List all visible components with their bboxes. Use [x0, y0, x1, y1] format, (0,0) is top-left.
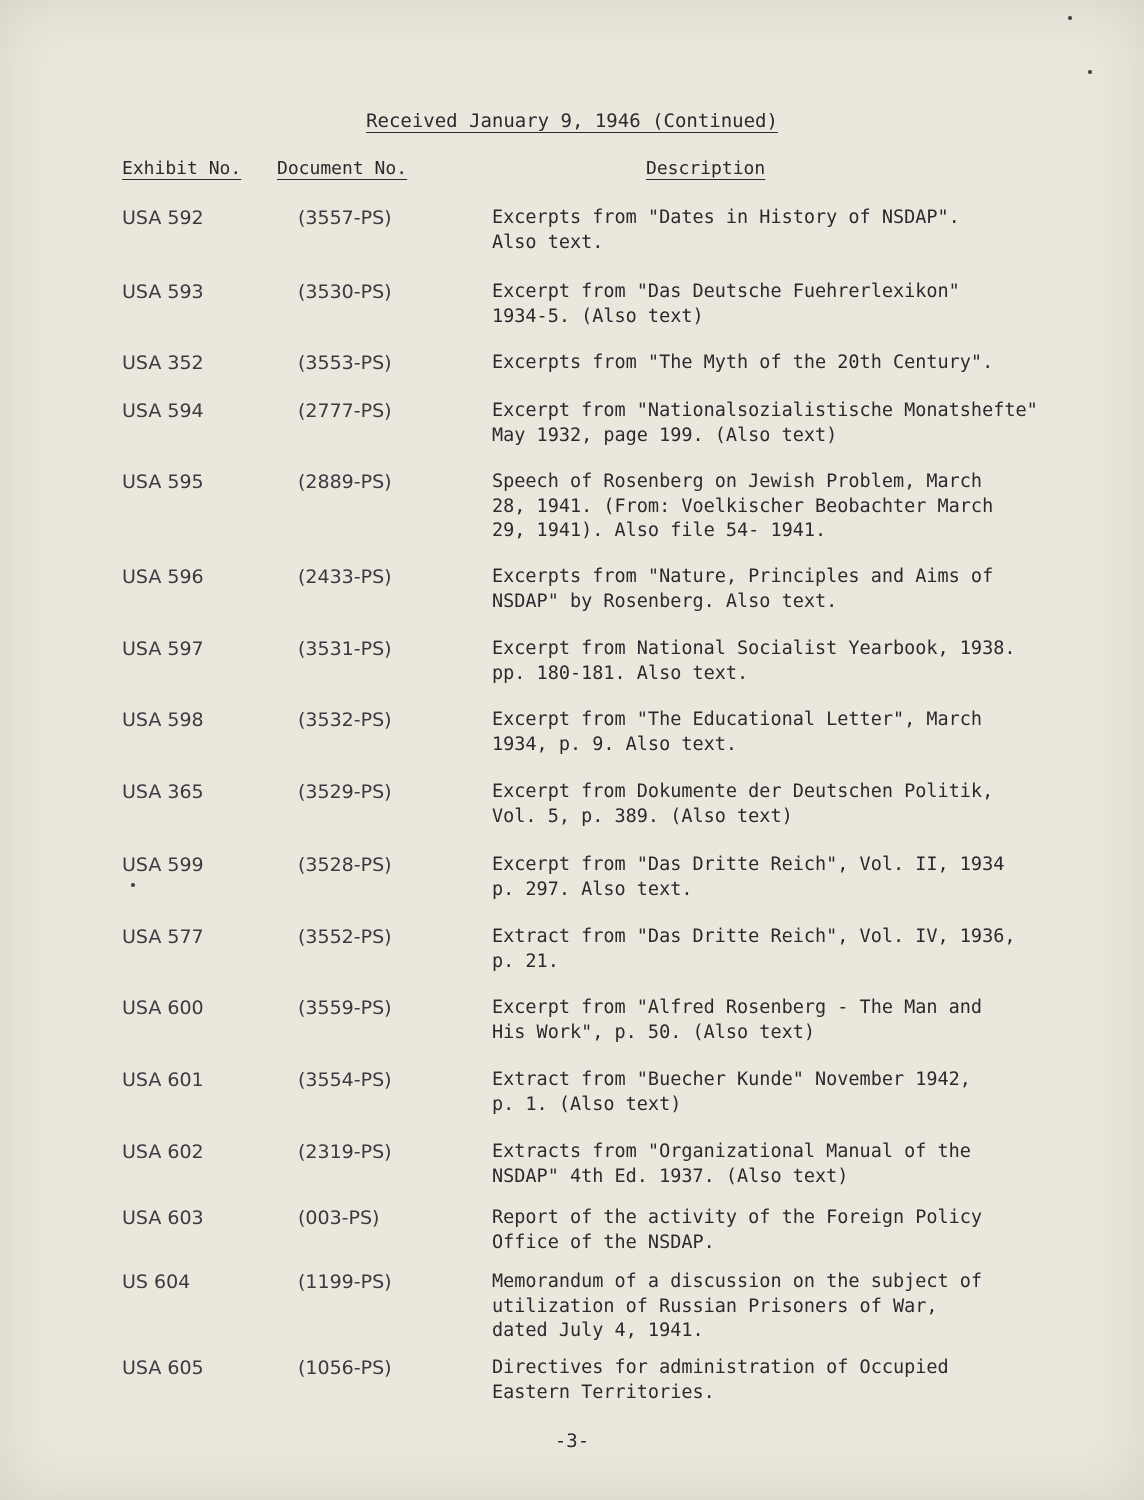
document-no: (3554-PS)	[298, 1069, 392, 1091]
description: Excerpt from "Nationalsozialistische Monatshefte" May 1932, page 199. (Also text)	[492, 400, 1038, 446]
description: Excerpt from "Alfred Rosenberg - The Man and His Work", p. 50. (Also text)	[492, 997, 983, 1043]
speck-mark	[131, 883, 135, 887]
document-no: (1199-PS)	[298, 1271, 392, 1293]
document-no: (3529-PS)	[298, 781, 392, 803]
page-number: -3-	[554, 1430, 590, 1452]
description: Excerpts from "Dates in History of NSDAP". Also text.	[492, 207, 960, 253]
document-no: (2433-PS)	[298, 566, 392, 588]
exhibit-no: USA 605	[122, 1357, 204, 1379]
exhibit-no: USA 599	[122, 854, 204, 876]
document-no: (2319-PS)	[298, 1141, 392, 1163]
document-no: (2777-PS)	[298, 400, 392, 422]
description: Excerpt from "Das Dritte Reich", Vol. II, 1934 p. 297. Also text.	[492, 854, 1005, 900]
description: Directives for administration of Occupied Eastern Territories.	[492, 1357, 949, 1403]
description: Speech of Rosenberg on Jewish Problem, March 28, 1941. (From: Voelkischer Beobachter March 29, 1941). Also file 54- 1941.	[492, 471, 994, 541]
speck-mark	[1088, 70, 1092, 74]
exhibit-no: USA 601	[122, 1069, 204, 1091]
document-no: (3530-PS)	[298, 281, 392, 303]
description: Extracts from "Organizational Manual of the NSDAP" 4th Ed. 1937. (Also text)	[492, 1141, 971, 1187]
description: Excerpts from "Nature, Principles and Aims of NSDAP" by Rosenberg. Also text.	[492, 566, 994, 612]
exhibit-no: USA 595	[122, 471, 204, 493]
exhibit-no: US 604	[122, 1271, 191, 1293]
description: Excerpt from "Das Deutsche Fuehrerlexikon" 1934-5. (Also text)	[492, 281, 960, 327]
exhibit-no: USA 598	[122, 709, 204, 731]
description: Report of the activity of the Foreign Policy Office of the NSDAP.	[492, 1207, 983, 1253]
document-no: (3532-PS)	[298, 709, 392, 731]
description: Memorandum of a discussion on the subject of utilization of Russian Prisoners of War, dated July 4, 1941.	[492, 1271, 983, 1341]
exhibit-no: USA 592	[122, 207, 204, 229]
exhibit-no: USA 352	[122, 352, 204, 374]
exhibit-no: USA 577	[122, 926, 204, 948]
exhibit-no: USA 596	[122, 566, 204, 588]
exhibit-no: USA 603	[122, 1207, 204, 1229]
document-no: (003-PS)	[298, 1207, 380, 1229]
exhibit-no: USA 597	[122, 638, 204, 660]
description: Excerpt from Dokumente der Deutschen Politik, Vol. 5, p. 389. (Also text)	[492, 781, 994, 827]
header-exhibit-no: Exhibit No.	[122, 158, 242, 179]
document-no: (3557-PS)	[298, 207, 392, 229]
description: Excerpt from "The Educational Letter", March 1934, p. 9. Also text.	[492, 709, 983, 755]
exhibit-no: USA 594	[122, 400, 204, 422]
exhibit-no: USA 600	[122, 997, 204, 1019]
document-no: (3553-PS)	[298, 352, 392, 374]
description: Excerpts from "The Myth of the 20th Century".	[492, 352, 994, 373]
description: Excerpt from National Socialist Yearbook, 1938. pp. 180-181. Also text.	[492, 638, 1016, 684]
document-no: (2889-PS)	[298, 471, 392, 493]
speck-mark	[1068, 16, 1072, 20]
document-no: (3559-PS)	[298, 997, 392, 1019]
description: Extract from "Buecher Kunde" November 1942, p. 1. (Also text)	[492, 1069, 971, 1115]
description: Extract from "Das Dritte Reich", Vol. IV, 1936, p. 21.	[492, 926, 1016, 972]
exhibit-no: USA 593	[122, 281, 204, 303]
exhibit-no: USA 602	[122, 1141, 204, 1163]
exhibit-no: USA 365	[122, 781, 204, 803]
document-no: (3528-PS)	[298, 854, 392, 876]
document-no: (3531-PS)	[298, 638, 392, 660]
page-title: Received January 9, 1946 (Continued)	[366, 110, 778, 132]
document-no: (3552-PS)	[298, 926, 392, 948]
header-description: Description	[646, 158, 766, 179]
header-document-no: Document No.	[277, 158, 408, 179]
document-no: (1056-PS)	[298, 1357, 392, 1379]
